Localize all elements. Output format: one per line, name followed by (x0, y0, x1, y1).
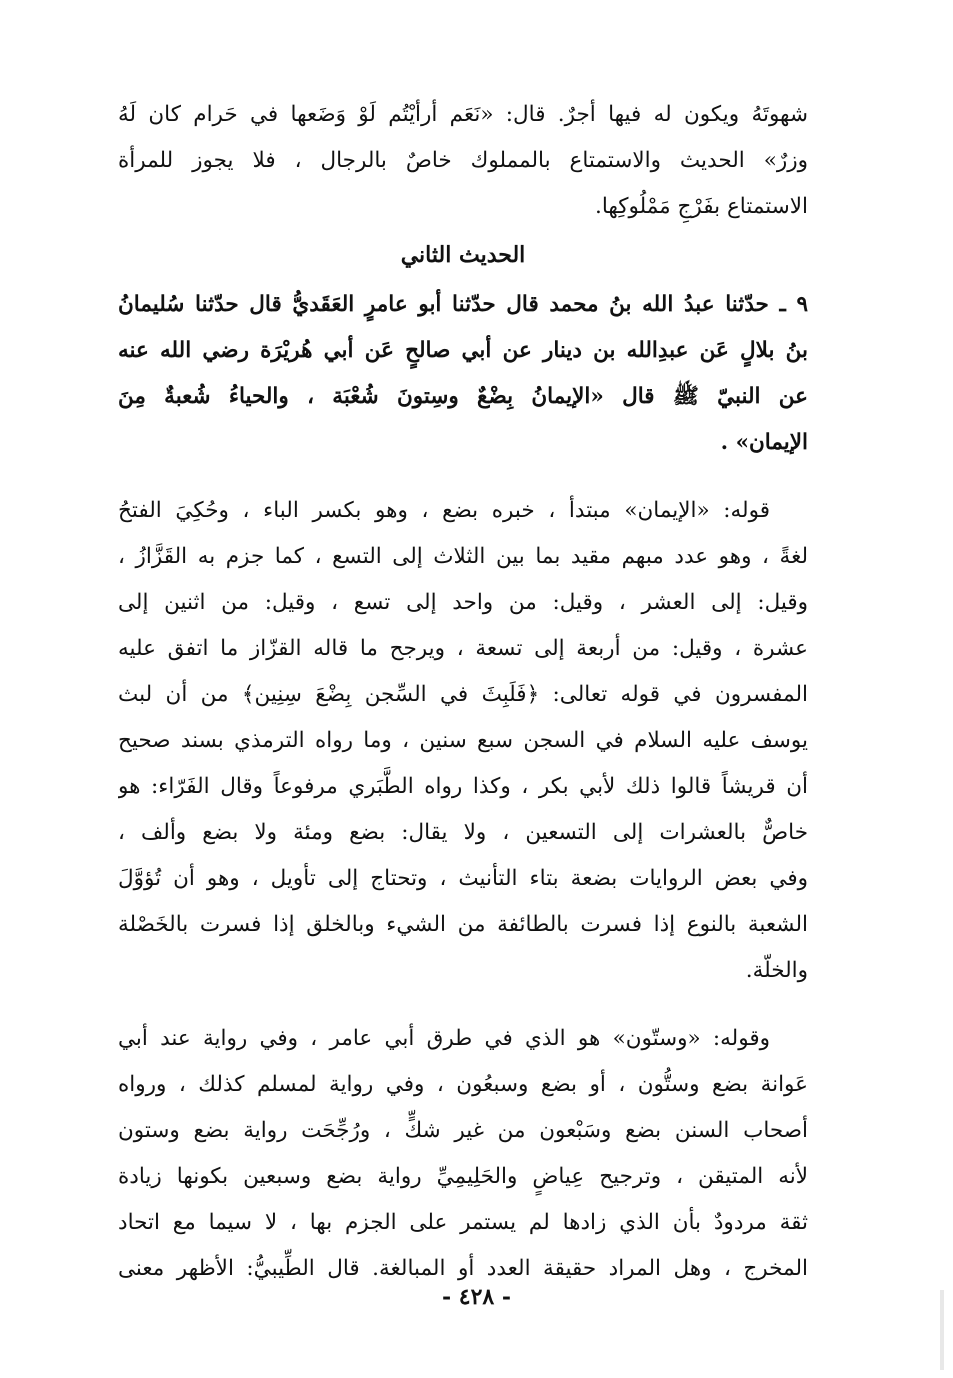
page-body (118, 92, 808, 1292)
text-line: وقيل: إلى العشر ، وقيل: من واحد إلى تسع ، وقيل: من اثنين إلى (118, 590, 808, 615)
paragraph-2 (118, 488, 808, 994)
text-line: أن قريشاً قالوا ذلك لأبي بكر ، وكذا رواه الطَّبَري مرفوعاً وقال الفَرّاء: هو (118, 774, 808, 799)
text-line: وفي بعض الروايات بضعة بتاء التأنيث ، وتحتاج إلى تأويل ، وهو أن تُؤوَّلَ (118, 866, 808, 891)
paragraph-3 (118, 1016, 808, 1292)
page-number: - ٤٢٨ - (441, 1284, 512, 1310)
text-line: ٩ ـ حدّثنا عبدُ الله بنُ محمد قال حدّثنا أبو عامرٍ العَقَديُّ قال حدّثنا سُليمانُ (118, 292, 808, 317)
text-line: وزرٌ» الحديث والاستمتاع بالمملوك خاصٌ بالرجال ، فلا يجوز للمرأة (118, 148, 808, 173)
text-line: عن النبيّ ﷺ قال «الإيمانُ بِضْعٌ وسِتونَ شُعْبَة ، والحياءُ شُعبةٌ مِنَ (118, 384, 808, 409)
text-line: لأنه المتيقن ، وترجيح عِياضٍ والحَلِيمِيِّ رواية بضع وسبعين بكونها زيادة (118, 1164, 808, 1189)
text-line: الاستمتاع بفَرْجِ مَمْلُوكِها. (594, 194, 808, 219)
text-line: خاصٌّ بالعشرات إلى التسعين ، ولا يقال: بضع ومئة ولا بضع وألف ، (118, 820, 808, 845)
hadith-text (118, 282, 808, 466)
text-line: أصحاب السنن بضع وسَبْعون من غير شكٍّ ، ورُجِّحَت رواية بضع وستون (118, 1118, 808, 1143)
text-line: لغةً ، وهو عدد مبهم مقيد بما بين الثلاث إلى التسع ، كما جزم به القَزَّازُ ، (118, 544, 808, 569)
text-line: قوله: «الإيمان» مبتدأ ، خبره بضع ، وهو بكسر الباء ، وحُكِيَ الفتحُ (118, 498, 770, 523)
paragraph-gap (118, 994, 808, 1016)
text-line: عَوانة بضع وستُّون ، أو بضع وسبعُون ، وفي رواية لمسلم كذلك ، ورواه (118, 1072, 808, 1097)
text-line: الشعبة بالنوع إذا فسرت بالطائفة من الشيء وبالخلق إذا فسرت بالخَصْلة (118, 912, 808, 937)
paragraph-1 (118, 92, 808, 230)
text-line: الإيمان» . (720, 430, 808, 455)
text-line: بنُ بلالٍ عَن عبدِالله بن دينار عن أبي صالحٍ عَن أبي هُريْرَة رضي الله عنه (118, 338, 808, 363)
paragraph-gap (118, 466, 808, 488)
text-line: عشرة ، وقيل: من أربعة إلى تسعة ، ويرجح ما قاله القزّاز ما اتفق عليه (118, 636, 808, 661)
text-line: والخلّة. (745, 958, 808, 983)
text-line: المخرج ، وهل المراد حقيقة العدد أو المبالغة. قال الطِّيبيُّ: الأظهر معنى (118, 1256, 808, 1281)
scan-edge-mark (940, 1290, 944, 1370)
text-line: يوسف عليه السلام في السجن سبع سنين ، وما رواه الترمذي بسند صحيح (118, 728, 808, 753)
section-heading: الحديث الثاني (400, 242, 526, 268)
text-line: شهوتَهُ ويكون له فيها أجرٌ. قال: «نَعَم أرأيْتُم لَوْ وَضَعها في حَرام كان لَهُ (118, 102, 808, 127)
text-line: المفسرون في قوله تعالى: ﴿فَلَبِثَ في السِّجن بِضْعَ سِنِين﴾ من أن لبث (118, 682, 808, 707)
text-line: وقوله: «وستّون» هو الذي في طرق أبي عامر ، وفي رواية عند أبي (118, 1026, 770, 1051)
text-line: ثقة مردودٌ بأن الذي زادها لم يستمر على الجزم بها ، لا سيما مع اتحاد (118, 1210, 808, 1235)
